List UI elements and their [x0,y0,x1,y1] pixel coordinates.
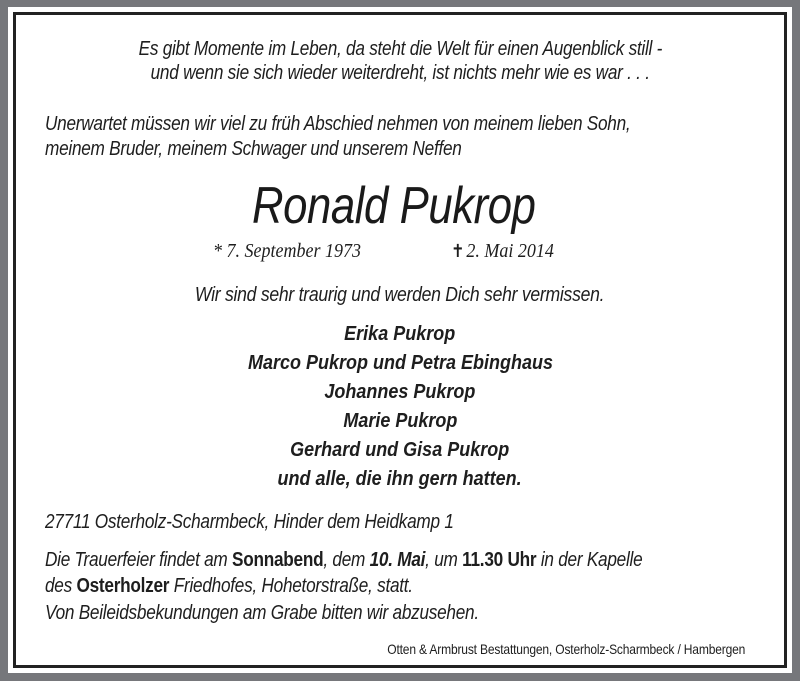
death-date [451,241,565,261]
announcement-text-2: meinem Bruder, meinem Schwager und unserem Neffen [45,138,462,160]
funeral-info-line-1 [45,550,740,570]
announcement-line-1 [45,114,726,134]
mourner-item [0,440,800,460]
cross-icon: ✝ [451,241,465,261]
mourner-name: Marie Pukrop [342,410,458,432]
intro-quote-line-1 [0,39,800,59]
family-address [45,512,520,532]
intro-quote-text-2: und wenn sie sich wieder weiterdreht, ist nichts mehr wie es war . . . [150,62,650,84]
mourner-name: Gerhard und Gisa Pukrop [290,439,510,461]
mourner-item [0,353,800,373]
mourner-name: Johannes Pukrop [324,381,476,403]
mourning-message [0,285,800,305]
mourner-item [0,324,800,344]
birth-star-icon: * [213,240,222,262]
announcement-text-1: Unerwartet müssen wir viel zu früh Abschied nehmen von meinem lieben Sohn, [45,113,631,135]
deceased-name [0,177,794,235]
condolence-note [45,603,550,623]
funeral-date: 10. Mai [369,549,426,571]
mourner-item [0,469,800,489]
funeral-cemetery: Osterholzer [76,575,170,597]
mourner-name: Erika Pukrop [344,323,456,345]
mourner-item [0,411,800,431]
deceased-name-text: Ronald Pukrop [252,177,536,235]
funeral-home-credit-text: Otten & Armbrust Bestattungen, Osterholz-Scharmbeck / Hambergen [387,641,745,657]
condolence-note-text: Von Beileidsbekundungen am Grabe bitten wir abzusehen. [45,602,479,624]
funeral-time: 11.30 Uhr [462,549,537,571]
funeral-text: in der Kapelle [536,549,643,571]
birth-date [213,241,377,261]
funeral-text: Friedhofes, Hohetorstraße, statt. [169,575,413,597]
mourner-name: Marco Pukrop und Petra Ebinghaus [247,352,553,374]
funeral-info-line-2 [45,576,473,596]
death-date-text: 2. Mai 2014 [466,240,554,262]
funeral-day: Sonnabend [232,549,324,571]
birth-date-text: 7. September 1973 [226,240,361,262]
family-address-text: 27711 Osterholz-Scharmbeck, Hinder dem Heidkamp 1 [45,511,454,533]
mourner-item [0,382,800,402]
funeral-text: des [45,575,77,597]
funeral-text: , dem [323,549,370,571]
mourner-name: und alle, die ihn gern hatten. [277,468,523,490]
intro-quote-line-2 [0,63,800,83]
funeral-text: , um [425,549,463,571]
funeral-home-credit [329,642,745,656]
funeral-text: Die Trauerfeier findet am [45,549,233,571]
announcement-line-2 [45,139,529,159]
mourning-message-text: Wir sind sehr traurig und werden Dich sehr vermissen. [195,284,605,306]
intro-quote-text-1: Es gibt Momente im Leben, da steht die Welt für einen Augenblick still - [138,38,662,60]
